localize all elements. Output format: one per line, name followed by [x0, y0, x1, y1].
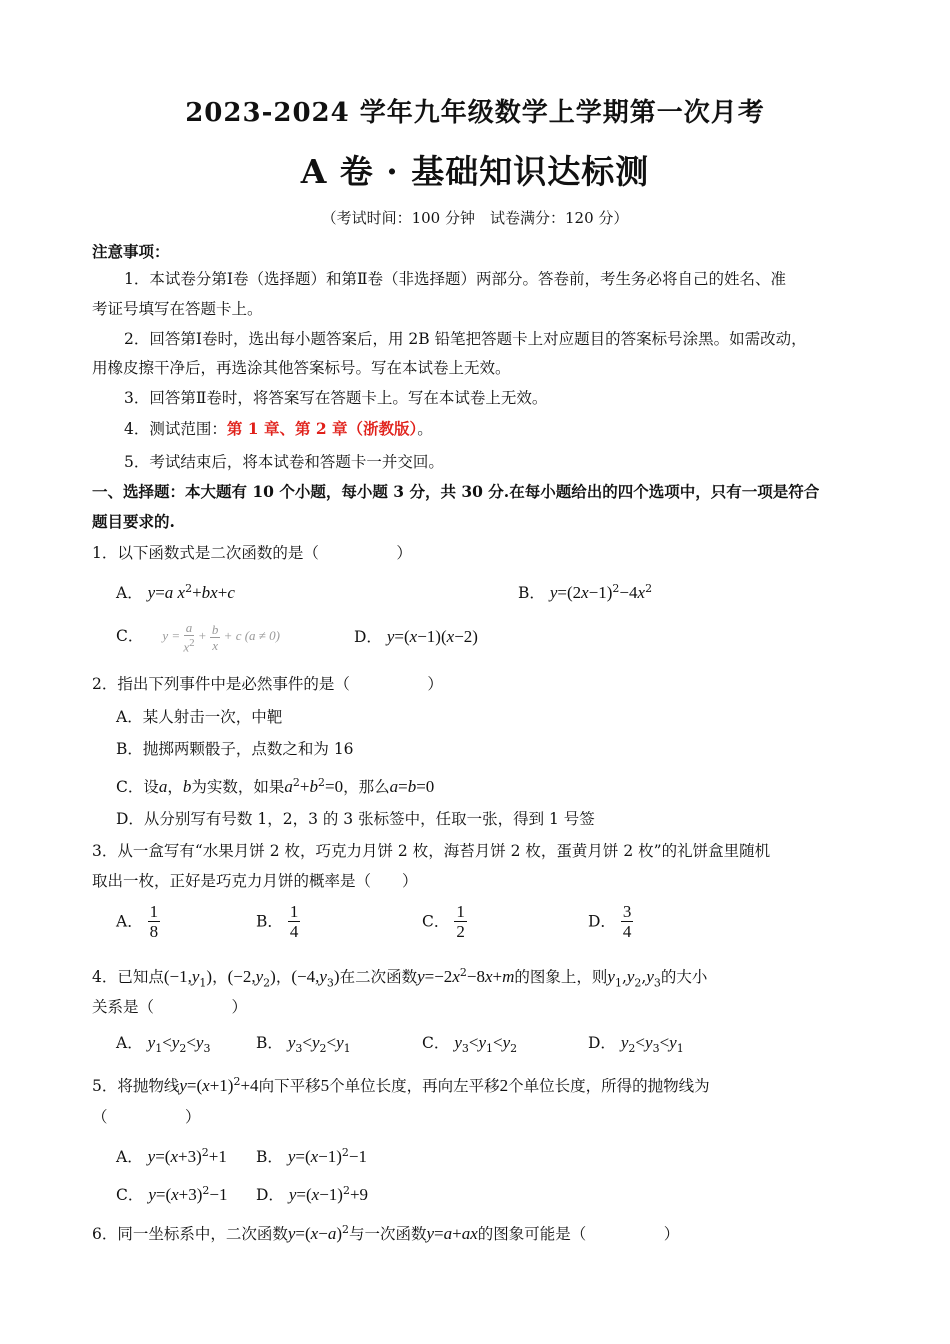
q3-line2: 取出一枚，正好是巧克力月饼的概率是（ ）: [92, 872, 418, 890]
option-label: A．: [116, 1148, 143, 1167]
q5-m1: 向下平移: [258, 1077, 321, 1096]
q5-option-c: C． $y=(x+3)^2-1$: [116, 1184, 228, 1205]
q5-pre: 5．将抛物线: [92, 1077, 180, 1096]
q1-option-a: A． y=a $x^2+bx+c$: [116, 582, 235, 603]
q2-stem: 2．指出下列事件中是必然事件的是（ ）: [92, 675, 443, 693]
q2-option-a: A．某人射击一次，中靶: [116, 708, 283, 726]
q5-line2: （ ）: [92, 1108, 201, 1126]
q4-mid: 在二次函数: [339, 968, 418, 987]
option-label: B．: [256, 912, 283, 931]
option-label: A．: [116, 912, 143, 931]
note-4-prefix: 4．测试范围：: [124, 420, 227, 438]
exam-subtitle: A 卷 · 基础知识达标测: [300, 152, 650, 191]
q3-line1: 3．从一盒写有“水果月饼 2 枚，巧克力月饼 2 枚，海苔月饼 2 枚，蛋黄月饼 2 枚”的礼饼盒里随机: [92, 842, 771, 860]
q4-option-c: C． $y_3<y_1<y_2$: [422, 1033, 518, 1056]
option-label: D．: [256, 1186, 284, 1205]
section1-line2: 题目要求的.: [92, 512, 175, 531]
option-label: D．: [588, 912, 616, 931]
q4-end: 的大小: [660, 968, 708, 987]
q4-option-a: A． $y_1<y_2<y_3$: [116, 1033, 211, 1056]
option-label: D．: [588, 1034, 616, 1052]
option-label: C．: [422, 1034, 450, 1052]
q1-option-c: C． y = $\frac{a}{x^2}$ + $\frac{b}{x}$ + c (a ≠ 0): [116, 620, 281, 655]
q5-m3: 个单位长度，所得的抛物线为: [508, 1077, 710, 1096]
note-4: [124, 418, 433, 440]
q4-post: 的图象上，则: [514, 968, 608, 987]
note-4-suffix: 。: [417, 420, 433, 438]
note-1-line1: 1．本试卷分第Ⅰ卷（选择题）和第Ⅱ卷（非选择题）两部分。答卷前，考生务必将自己的姓名、准: [124, 270, 787, 288]
q5-line1: 5．将抛物线$y=(x+1)^2+4$向下平移5个单位长度，再向左平移2个单位长度，所得的抛物线为: [92, 1075, 710, 1096]
q5-option-a: A． $y=(x+3)^2+1$: [116, 1146, 227, 1167]
option-label: C．: [116, 1186, 144, 1205]
note-2-line2: 用橡皮擦干净后，再选涂其他答案标号。写在本试卷上无效。: [92, 359, 511, 377]
q6-pre: 6．同一坐标系中，二次函数: [92, 1225, 288, 1244]
option-label: C．: [422, 912, 450, 931]
q4-line2: 关系是（ ）: [92, 998, 248, 1016]
test-scope: 第 1 章、第 2 章（浙教版）: [226, 419, 418, 438]
q3-option-a: A． $\frac{1}{8}$: [116, 902, 159, 941]
q1-option-b: B． $y=(2x-1)^2-4x^2$: [518, 582, 653, 603]
q3-option-b: B． $\frac{1}{4}$: [256, 902, 299, 941]
q6-post: 的图象可能是（ ）: [477, 1225, 680, 1244]
q4-pre: 4．已知点: [92, 968, 164, 987]
option-label: D．: [354, 628, 382, 646]
note-5: 5．考试结束后，将本试卷和答题卡一并交回。: [124, 453, 444, 471]
q6-stem: 6．同一坐标系中，二次函数$y=(x-a)^2$与一次函数y=a+ax的图象可能是（ ）: [92, 1223, 680, 1244]
q5-option-d: D． $y=(x-1)^2+9$: [256, 1184, 369, 1205]
exam-info: （考试时间：100 分钟 试卷满分：120 分）: [321, 209, 629, 227]
q1-stem: 1．以下函数式是二次函数的是（ ）: [92, 544, 412, 562]
q4-option-d: D． $y_2<y_3<y_1$: [588, 1033, 684, 1056]
exam-title: 2023-2024 学年九年级数学上学期第一次月考: [185, 98, 765, 128]
q3-option-c: C． $\frac{1}{2}$: [422, 902, 465, 941]
q1-option-d: D． y=(x−1)(x−2): [354, 627, 478, 646]
q2-option-d: D．从分别写有号数 1，2，3 的 3 张标签中，任取一张，得到 1 号签: [116, 810, 595, 828]
section1-line1: 一、选择题：本大题有 10 个小题，每小题 3 分，共 30 分.在每小题给出的四个选项中，只有一项是符合: [92, 482, 820, 501]
option-label: A．: [116, 584, 143, 603]
q2-c-mid1: 为实数，如果: [191, 778, 285, 797]
q2-c-pre: C．设: [116, 778, 159, 797]
q6-mid: 与一次函数: [348, 1225, 427, 1244]
note-2-line1: 2．回答第Ⅰ卷时，选出每小题答案后，用 2B 铅笔把答题卡上对应题目的答案标号涂黑。如需改动，: [124, 330, 807, 348]
option-label: C．: [116, 627, 144, 646]
q2-option-b: B．抛掷两颗骰子，点数之和为 16: [116, 740, 354, 758]
notes-heading: 注意事项：: [92, 242, 170, 261]
note-1-line2: 考证号填写在答题卡上。: [92, 300, 263, 318]
q5-option-b: B． $y=(x-1)^2-1$: [256, 1146, 368, 1167]
q4-line1: 4．已知点$(-1,y_1)$，$(-2,y_2)$，$(-4,y_3)$在二次函数$y=-2x^2-8x+m$的图象上，则$y_1,y_2,y_3$的大小: [92, 966, 708, 990]
q4-option-b: B． $y_3<y_2<y_1$: [256, 1033, 351, 1056]
note-3: 3．回答第Ⅱ卷时，将答案写在答题卡上。写在本试卷上无效。: [124, 389, 548, 407]
q2-c-mid2: ，那么: [343, 778, 390, 797]
option-label: B．: [518, 584, 545, 603]
q3-option-d: D． $\frac{3}{4}$: [588, 902, 632, 941]
formula: y: [147, 583, 156, 603]
q5-m2: 个单位长度，再向左平移: [329, 1077, 500, 1096]
option-label: B．: [256, 1148, 283, 1167]
q2-option-c: C．设a，b为实数，如果$a^2+b^2=0$，那么a=b=0: [116, 776, 435, 797]
option-label: A．: [116, 1034, 143, 1052]
option-label: B．: [256, 1034, 283, 1052]
